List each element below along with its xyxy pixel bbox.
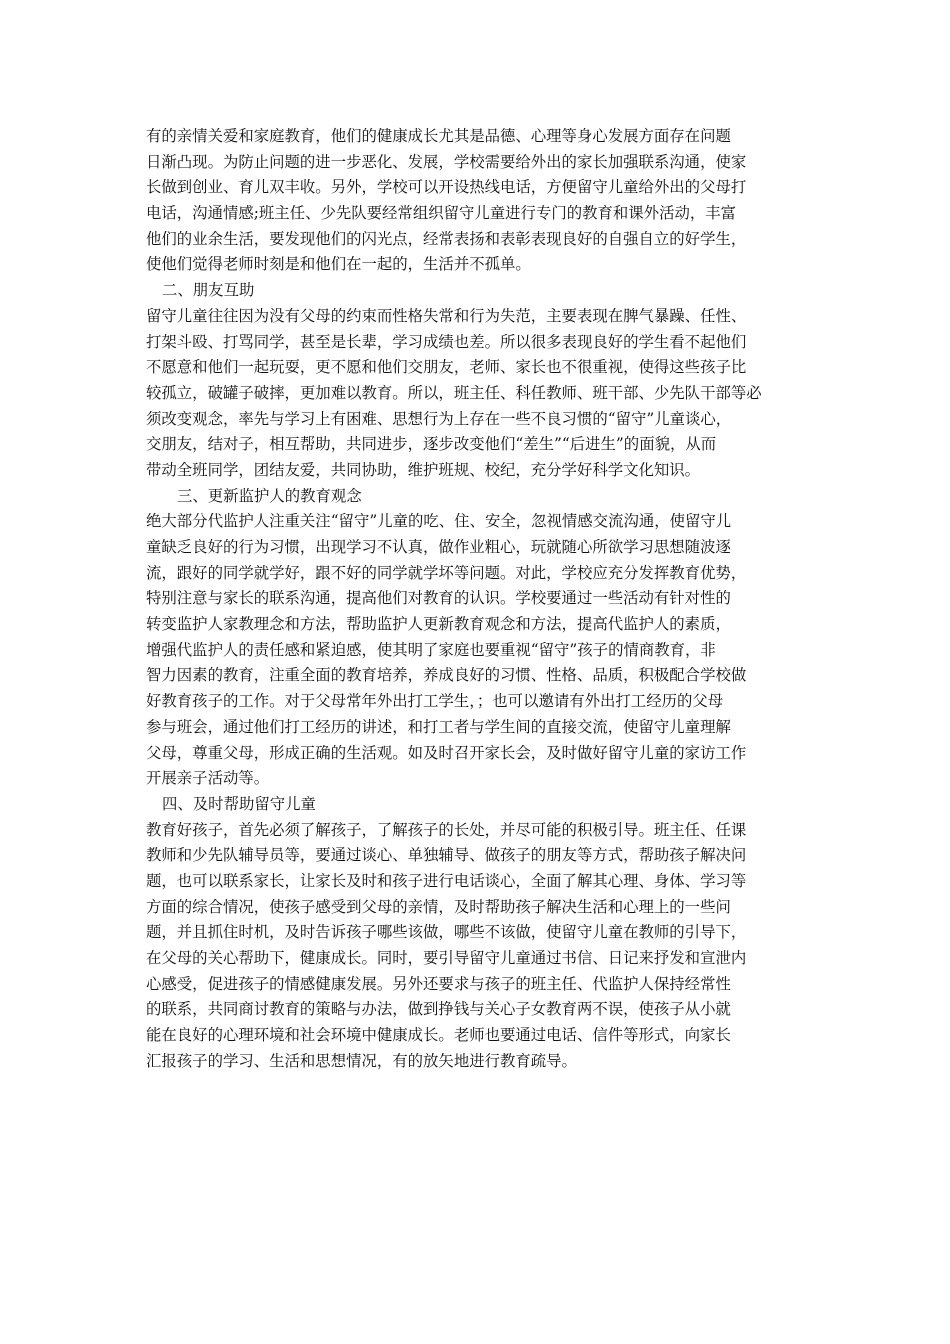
text-line: 的联系，共同商讨教育的策略与办法，做到挣钱与关心子女教育两不误，使孩子从小就 [146, 1000, 731, 1019]
text-line: 特别注意与家长的联系沟通，提高他们对教育的认识。学校要通过一些活动有针对性的 [146, 589, 731, 608]
text-line: 须改变观念，率先与学习上有困难、思想行为上存在一些不良习惯的“留守”儿童谈心， [146, 409, 732, 428]
text-line: 题，也可以联系家长，让家长及时和孩子进行电话谈心，全面了解其心理、身体、学习等 [146, 871, 747, 890]
section-paragraph-friends [146, 304, 810, 484]
text-line: 题，并且抓住时机，及时告诉孩子哪些该做，哪些不该做，使留守儿童在教师的引导下， [146, 923, 747, 942]
text-line: 长做到创业、育儿双丰收。另外，学校可以开设热线电话，方便留守儿童给外出的父母打 [146, 178, 747, 197]
intro-paragraph [146, 124, 810, 278]
text-line: 方面的综合情况，使孩子感受到父母的亲情，及时帮助孩子解决生活和心理上的一些问 [146, 897, 731, 916]
text-line: 较孤立，破罐子破摔，更加难以教育。所以，班主任、科任教师、班干部、少先队干部等必 [146, 383, 762, 402]
text-line: 带动全班同学，团结友爱，共同协助，维护班规、校纪，充分学好科学文化知识。 [146, 460, 701, 479]
text-line: 不愿意和他们一起玩耍，更不愿和他们交朋友，老师、家长也不很重视，使得这些孩子比 [146, 358, 747, 377]
text-line: 童缺乏良好的行为习惯，出现学习不认真，做作业粗心，玩就随心所欲学习思想随波逐 [146, 538, 731, 556]
text-line: 教师和少先队辅导员等，要通过谈心、单独辅导、做孩子的朋友等方式，帮助孩子解决问 [146, 846, 747, 865]
text-line: 他们的业余生活，要发现他们的闪光点，经常表扬和表彰表现良好的自强自立的好学生， [146, 229, 747, 248]
text-line: 参与班会，通过他们打工经历的讲述，和打工者与学生间的直接交流，使留守儿童理解 [146, 717, 731, 736]
text-line: 使他们觉得老师时刻是和他们在一起的，生活并不孤单。 [146, 255, 531, 274]
text-line: 开展亲子活动等。 [146, 769, 270, 788]
text-line: 智力因素的教育，注重全面的教育培养，养成良好的习惯、性格、品质，积极配合学校做 [146, 666, 747, 685]
text-line: 打架斗殴、打骂同学，甚至是长辈，学习成绩也差。所以很多表现良好的学生看不起他们 [146, 332, 747, 351]
text-line: 在父母的关心帮助下，健康成长。同时，要引导留守儿童通过书信、日记来抒发和宣泄内 [146, 949, 747, 967]
text-line: 日渐凸现。为防止问题的进一步恶化、发展，学校需要给外出的家长加强联系沟通，使家 [146, 152, 747, 171]
text-line: 流，跟好的同学就学好，跟不好的同学就学坏等问题。对此，学校应充分发挥教育优势， [146, 563, 747, 582]
text-line: 交朋友，结对子，相互帮助，共同进步，逐步改变他们“差生”“后进生”的面貌，从而 [146, 435, 717, 454]
text-line: 好教育孩子的工作。对于父母常年外出打工学生，；也可以邀请有外出打工经历的父母 [146, 692, 724, 711]
section-heading-guardians: 三、更新监护人的教育观念 [177, 486, 362, 505]
text-line: 增强代监护人的责任感和紧迫感，使其明了家庭也要重视“留守”孩子的情商教育，非 [146, 640, 716, 659]
section-heading-help: 四、及时帮助留守儿童 [162, 794, 316, 813]
text-line: 转变监护人家教理念和方法，帮助监护人更新教育观念和方法，提高代监护人的素质， [146, 615, 731, 634]
text-line: 汇报孩子的学习、生活和思想情况，有的放矢地进行教育疏导。 [146, 1051, 577, 1070]
section-heading-friends: 二、朋友互助 [162, 281, 255, 300]
text-line: 电话，沟通情感;班主任、少先队要经常组织留守儿童进行专门的教育和课外活动，丰富 [146, 204, 737, 223]
section-paragraph-guardians [146, 509, 810, 792]
section-paragraph-help [146, 818, 810, 1075]
text-line: 绝大部分代监护人注重关注“留守”儿童的吃、住、安全，忽视情感交流沟通，使留守儿 [146, 512, 732, 531]
text-line: 有的亲情关爱和家庭教育，他们的健康成长尤其是品德、心理等身心发展方面存在问题 [146, 127, 731, 145]
text-line: 教育好孩子，首先必须了解孩子，了解孩子的长处，并尽可能的积极引导。班主任、任课 [146, 820, 747, 839]
text-line: 能在良好的心理环境和社会环境中健康成长。老师也要通过电话、信件等形式，向家长 [146, 1026, 731, 1045]
text-line: 留守儿童往往因为没有父母的约束而性格失常和行为失范，主要表现在脾气暴躁、任性、 [146, 306, 747, 325]
text-line: 父母，尊重父母，形成正确的生活观。如及时召开家长会，及时做好留守儿童的家访工作 [146, 743, 747, 762]
document-page [146, 124, 810, 1074]
text-line: 心感受，促进孩子的情感健康发展。另外还要求与孩子的班主任、代监护人保持经常性 [146, 974, 731, 993]
